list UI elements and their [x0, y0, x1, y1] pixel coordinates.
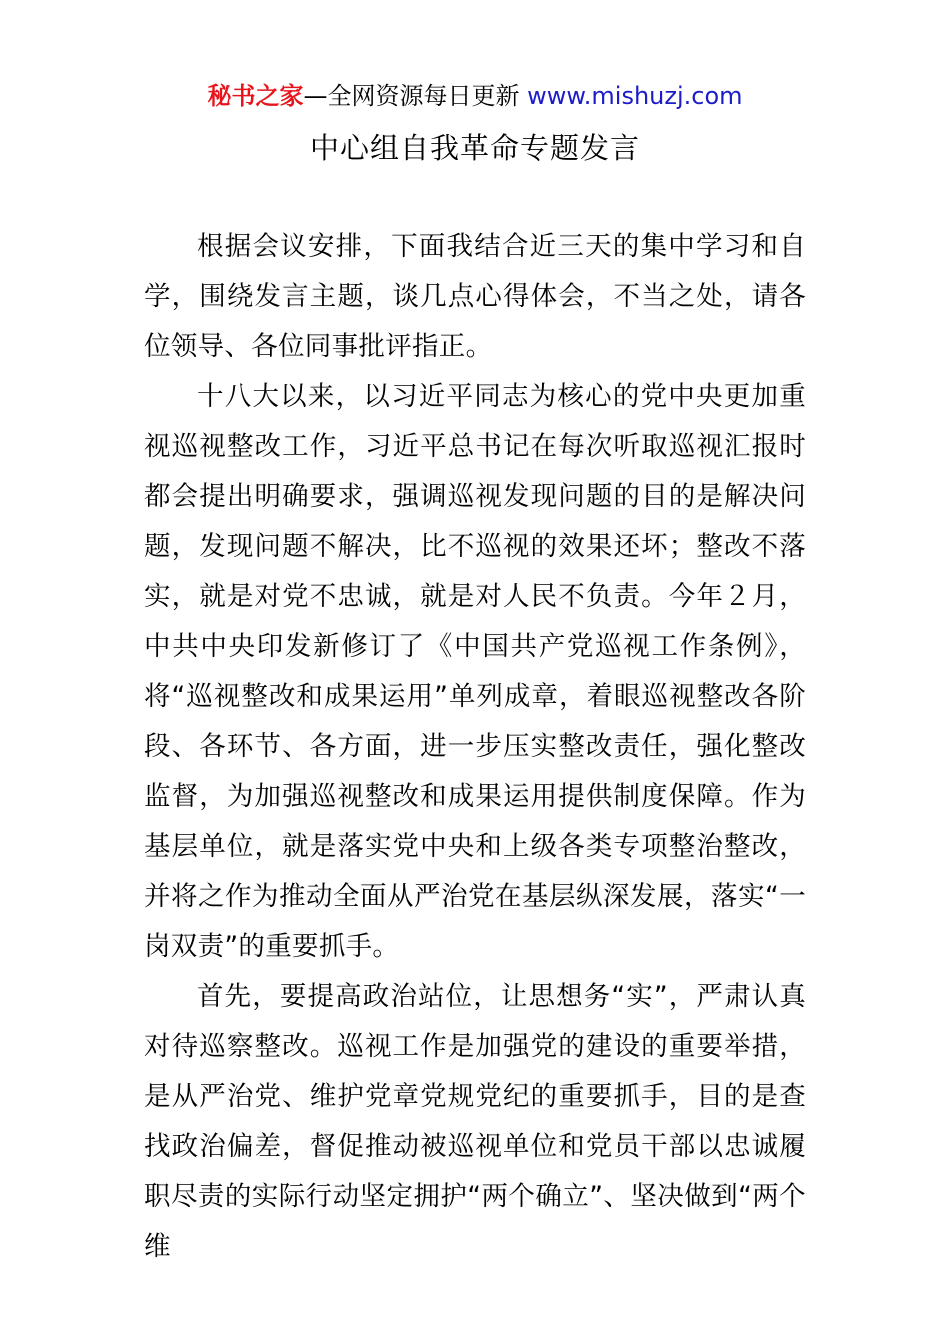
paragraph-first-point: 首先，要提高政治站位，让思想务“实”，严肃认真对待巡察整改。巡视工作是加强党的建设的重要举措，是从严治党、维护党章党规党纪的重要抓手，目的是查找政治偏差，督促推动被巡视单位和党员干部以忠诚履职尽责的实际行动坚定拥护“两个确立”、坚决做到“两个维 [144, 981, 806, 1262]
site-url-link[interactable]: www.mishuzj.com [527, 82, 743, 110]
site-header [0, 80, 950, 112]
site-tagline: —全网资源每日更新 [303, 82, 528, 110]
document-title: 中心组自我革命专题发言 [309, 131, 640, 165]
paragraph-background: 十八大以来，以习近平同志为核心的党中央更加重视巡视整改工作，习近平总书记在每次听取巡视汇报时都会提出明确要求，强调巡视发现问题的目的是解决问题，发现问题不解决，比不巡视的效果还坏；整改不落实，就是对党不忠诚，就是对人民不负责。今年２月，中共中央印发新修订了《中国共产党巡视工作条例》，将“巡视整改和成果运用”单列成章，着眼巡视整改各阶段、各环节、各方面，进一步压实整改责任，强化整改监督，为加强巡视整改和成果运用提供制度保障。作为基层单位，就是落实党中央和上级各类专项整治整改，并将之作为推动全面从严治党在基层纵深发展，落实“一岗双责”的重要抓手。 [144, 381, 806, 962]
site-brand: 秘书之家 [207, 82, 304, 110]
paragraph-intro: 根据会议安排，下面我结合近三天的集中学习和自学，围绕发言主题，谈几点心得体会，不当之处，请各位领导、各位同事批评指正。 [144, 231, 806, 362]
document-body [144, 222, 806, 1272]
